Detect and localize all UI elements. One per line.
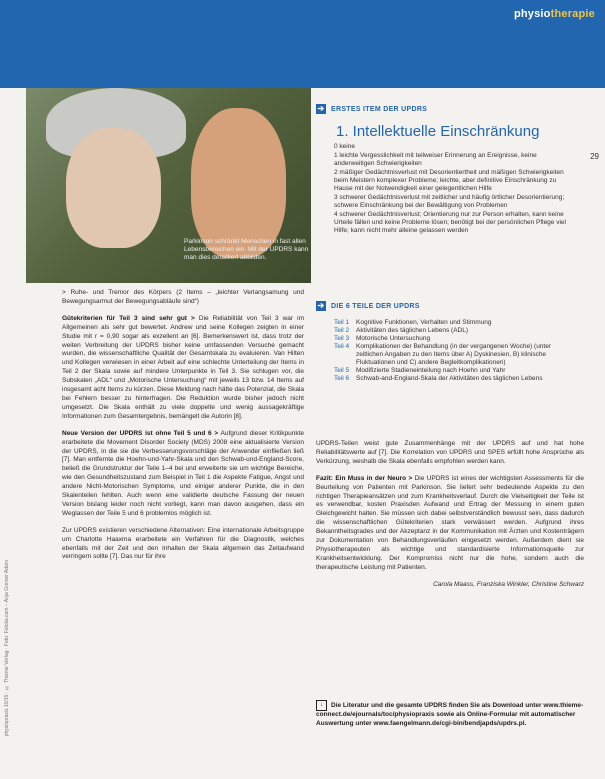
arrow-right-icon: ➔ [317, 104, 325, 113]
list-item: Teil 4 Komplikationen der Behandlung (in der vergangenen Woche) (unter zeitlichen Angaben zu den Items über A) Dyskinesien, B) klinische Fluktuationen und C) andere Begleitkomplikationen) [334, 343, 552, 366]
paragraph: Neue Version der UPDRS ist ohne Teil 5 und 6 > Aufgrund dieser Kritikpunkte erarbeitete die Movement Disorder Society (MDS) 2008 eine aktualisierte Version der UPDRS, in die sie die Verbesserungsvorschläge der Anwender einfließen ließ [7]. Man entfernte die Hoehn-und-Yahr-Skala und den Schwab-und-England-Score, beließ die Grundstruktur der Teile 1–4 bei und erweiterte sie um wichtige Bereiche, wie den Gesundheitszustand zum Beispiel in Teil 1 die Aspekte Fatigue, Angst und andere Nicht-Motorischen Symptome, und einiger anderer Punkte, die in den Skalenteilen fehlten. Auch wenn eine validierte deutsche Fassung der neuen Version bislang leider noch nicht vorliegt, kann man davon ausgehen, dass ein Weglassen der Teile 5 und 6 problemlos möglich ist. [62, 429, 304, 517]
right-column [316, 440, 584, 598]
download-note: ↓ Die Literatur und die gesamte UPDRS finden Sie als Download unter www.thieme-connect.de/ejournals/toc/physiopraxis sowie als Online-Formular mit automatischer Auswertung unter www.faengelmann.de/cgi-bin/bendjapds/updrs.pl. [316, 702, 584, 728]
list-item: 4 schwerer Gedächtnisverlust; Orientierung nur zur Person erhalten, kann keine Urteile fällen und keine Probleme lösen; benötigt bei der persönlichen Pflege viel Hilfe; kann nicht mehr alleine gelassen werden [334, 211, 566, 234]
list-item: Teil 3 Motorische Untersuchung [334, 335, 431, 342]
arrow-right-icon: ➔ [317, 301, 325, 310]
section1-items [334, 143, 574, 236]
section1-header: ➔ ERSTES ITEM DER UPDRS [317, 104, 428, 113]
paragraph: Fazit: Ein Muss in der Neuro > Die UPDRS ist eines der wichtigsten Assessments für die Beurteilung von Patienten mit Parkinson. Sie liefert sehr bedeutende Aspekte zu den richtigen Therapieansätzen und zum Krankheitsverlauf. Durch die Vielseitigkeit der Teile ist es verwendbar, kosten Praxisden Aufwand und Ertrag der Messung in einem guten Gleichgewicht halten. Sie müssen sich dabei selbstverständlich bewusst sein, dass dadurch die wissenschaftlichen Gütekriterien stark verwässert werden. Aufgrund ihres Bekanntheitsgrades und der Akzeptanz in der Kommunikation mit Ärzten und Kostenträgern zur Dokumentation von Behandlungsverläufen eingesetzt werden. Außerdem dient sie Physiotherapeuten als wichtige und standardisierte Informationsquelle zur Krankheitsentwicklung. Der Kompromiss nicht nur die hohe, sondern auch die therapeutische Leistung mit Patienten. [316, 474, 585, 571]
list-item: 3 schwerer Gedächtnisverlust mit zeitlicher und häufig örtlicher Desorientierung; schwere Einschränkung bei der Bewältigung von Problemen [334, 194, 565, 209]
paragraph: Gütekriterien für Teil 3 sind sehr gut > Die Reliabilität von Teil 3 war im Allgemeinen als sehr gut bewertet. Andrew und seine Kollegen zeigten in einer Studie mit r = 0,90 sogar als exzellent an [6]. Bemerkenswert ist, dass trotz der weiten Verbreitung der UPDRS bisher keine umfassenden Versuche gemacht wurden, die wissenschaftliche Qualität der Gesamtskala zu evaluieren. Van Hilten und Kollegen verwiesen in einer Arbeit auf eine schlechte Unterteilung der Items in Teil 2 der Skala sowie auf mindere Unterpunkte in Teil 3. Sie schlugen vor, die Subskalen „ADL“ und „Motorische Untersuchung“ mit jeweils 13 bzw. 14 Items auf insgesamt acht Items zu kürzen. Diese Meldung nach hätte das Potenzial, die Skala bei Fehlern besser zu hinterfragen. Die Reduktion wurde bisher jedoch nicht umgesetzt. Die Skala enthält zu viele doppelte und wenig aussagekräftige Informationen zum Gesamtergebnis, bemängelt die Autorin [8]. [62, 314, 304, 420]
parts-list [334, 319, 574, 383]
paragraph: UPDRS-Teilen weist gute Zusammenhänge mit der UPDRS auf und hat hohe Reliabilitätswerte auf [7]. Die Korrelation von UPDRS und SPES erfüllt hohe Ansprüche als Verkürzung, weshalb die Skala ebenfalls empfohlen werden kann. [316, 440, 584, 465]
list-item: Teil 1 Kognitive Funktionen, Verhalten und Stimmung [334, 319, 492, 326]
page-number: 29 [590, 152, 599, 161]
left-column [62, 289, 304, 570]
brand-logo [514, 8, 595, 20]
man-face [191, 108, 286, 258]
paragraph: Zur UPDRS existieren verschiedene Alternativen: Eine internationale Arbeitsgruppe um Charlotte Haaxma erarbeitete ein Verfahren für die Diagnostik, welches ebenfalls mit der Zeit und den Inhalten der Skala allgemein das Zeitaufwand verringern sollte [7]. Das nur für ihre [62, 526, 304, 561]
list-item: 1 leichte Vergesslichkeit mit teilweiser Erinnerung an Ereignisse, keine anderweitigen Schwierigkeiten [334, 152, 537, 167]
paragraph: > Ruhe- und Tremor des Körpers (2 Items – „leichter Verlangsamung und Bewegungsarmut der Bewegungsabläufe sind“) [62, 289, 304, 305]
side-credit: physiopraxis 10/15 · © Thieme Verlag · Foto: Fotolia.com – Anja Greiner Adam [4, 560, 10, 737]
header-bar [0, 0, 605, 88]
woman-face [66, 128, 161, 248]
download-icon: ↓ [316, 700, 327, 711]
brand-accent: therapie [550, 8, 595, 20]
list-item: 0 keine [334, 143, 355, 150]
list-item: Teil 2 Aktivitäten des täglichen Lebens (ADL) [334, 327, 469, 334]
list-item: Teil 5 Modifizierte Stadieneinteilung nach Hoehn und Yahr [334, 367, 506, 374]
section1-title: 1. Intellektuelle Einschränkung [336, 123, 540, 140]
brand-main: physio [513, 8, 551, 20]
list-item: 2 mäßiger Gedächtnisverlust mit Desorientiertheit und mäßigen Schwierigkeiten beim Meistern komplexer Probleme; leichte, aber definitive Einschränkung zu Hause mit der Notwendigkeit einer gelegentlichen Hilfe [334, 169, 564, 192]
couple-photo [26, 88, 311, 283]
section2-header: ➔ DIE 6 TEILE DER UPDRS [317, 301, 420, 310]
photo-caption: Parkinson schränkt Menschen in fast allen Lebensbereichen ein. Mit der UPDRS kann man dies detailliert abbilden. [184, 238, 309, 261]
list-item: Teil 6 Schwab-and-England-Skala der Aktivitäten des täglichen Lebens [334, 375, 543, 382]
author-line: Carola Maass, Franziska Winkler, Christine Schwarz [433, 580, 584, 588]
